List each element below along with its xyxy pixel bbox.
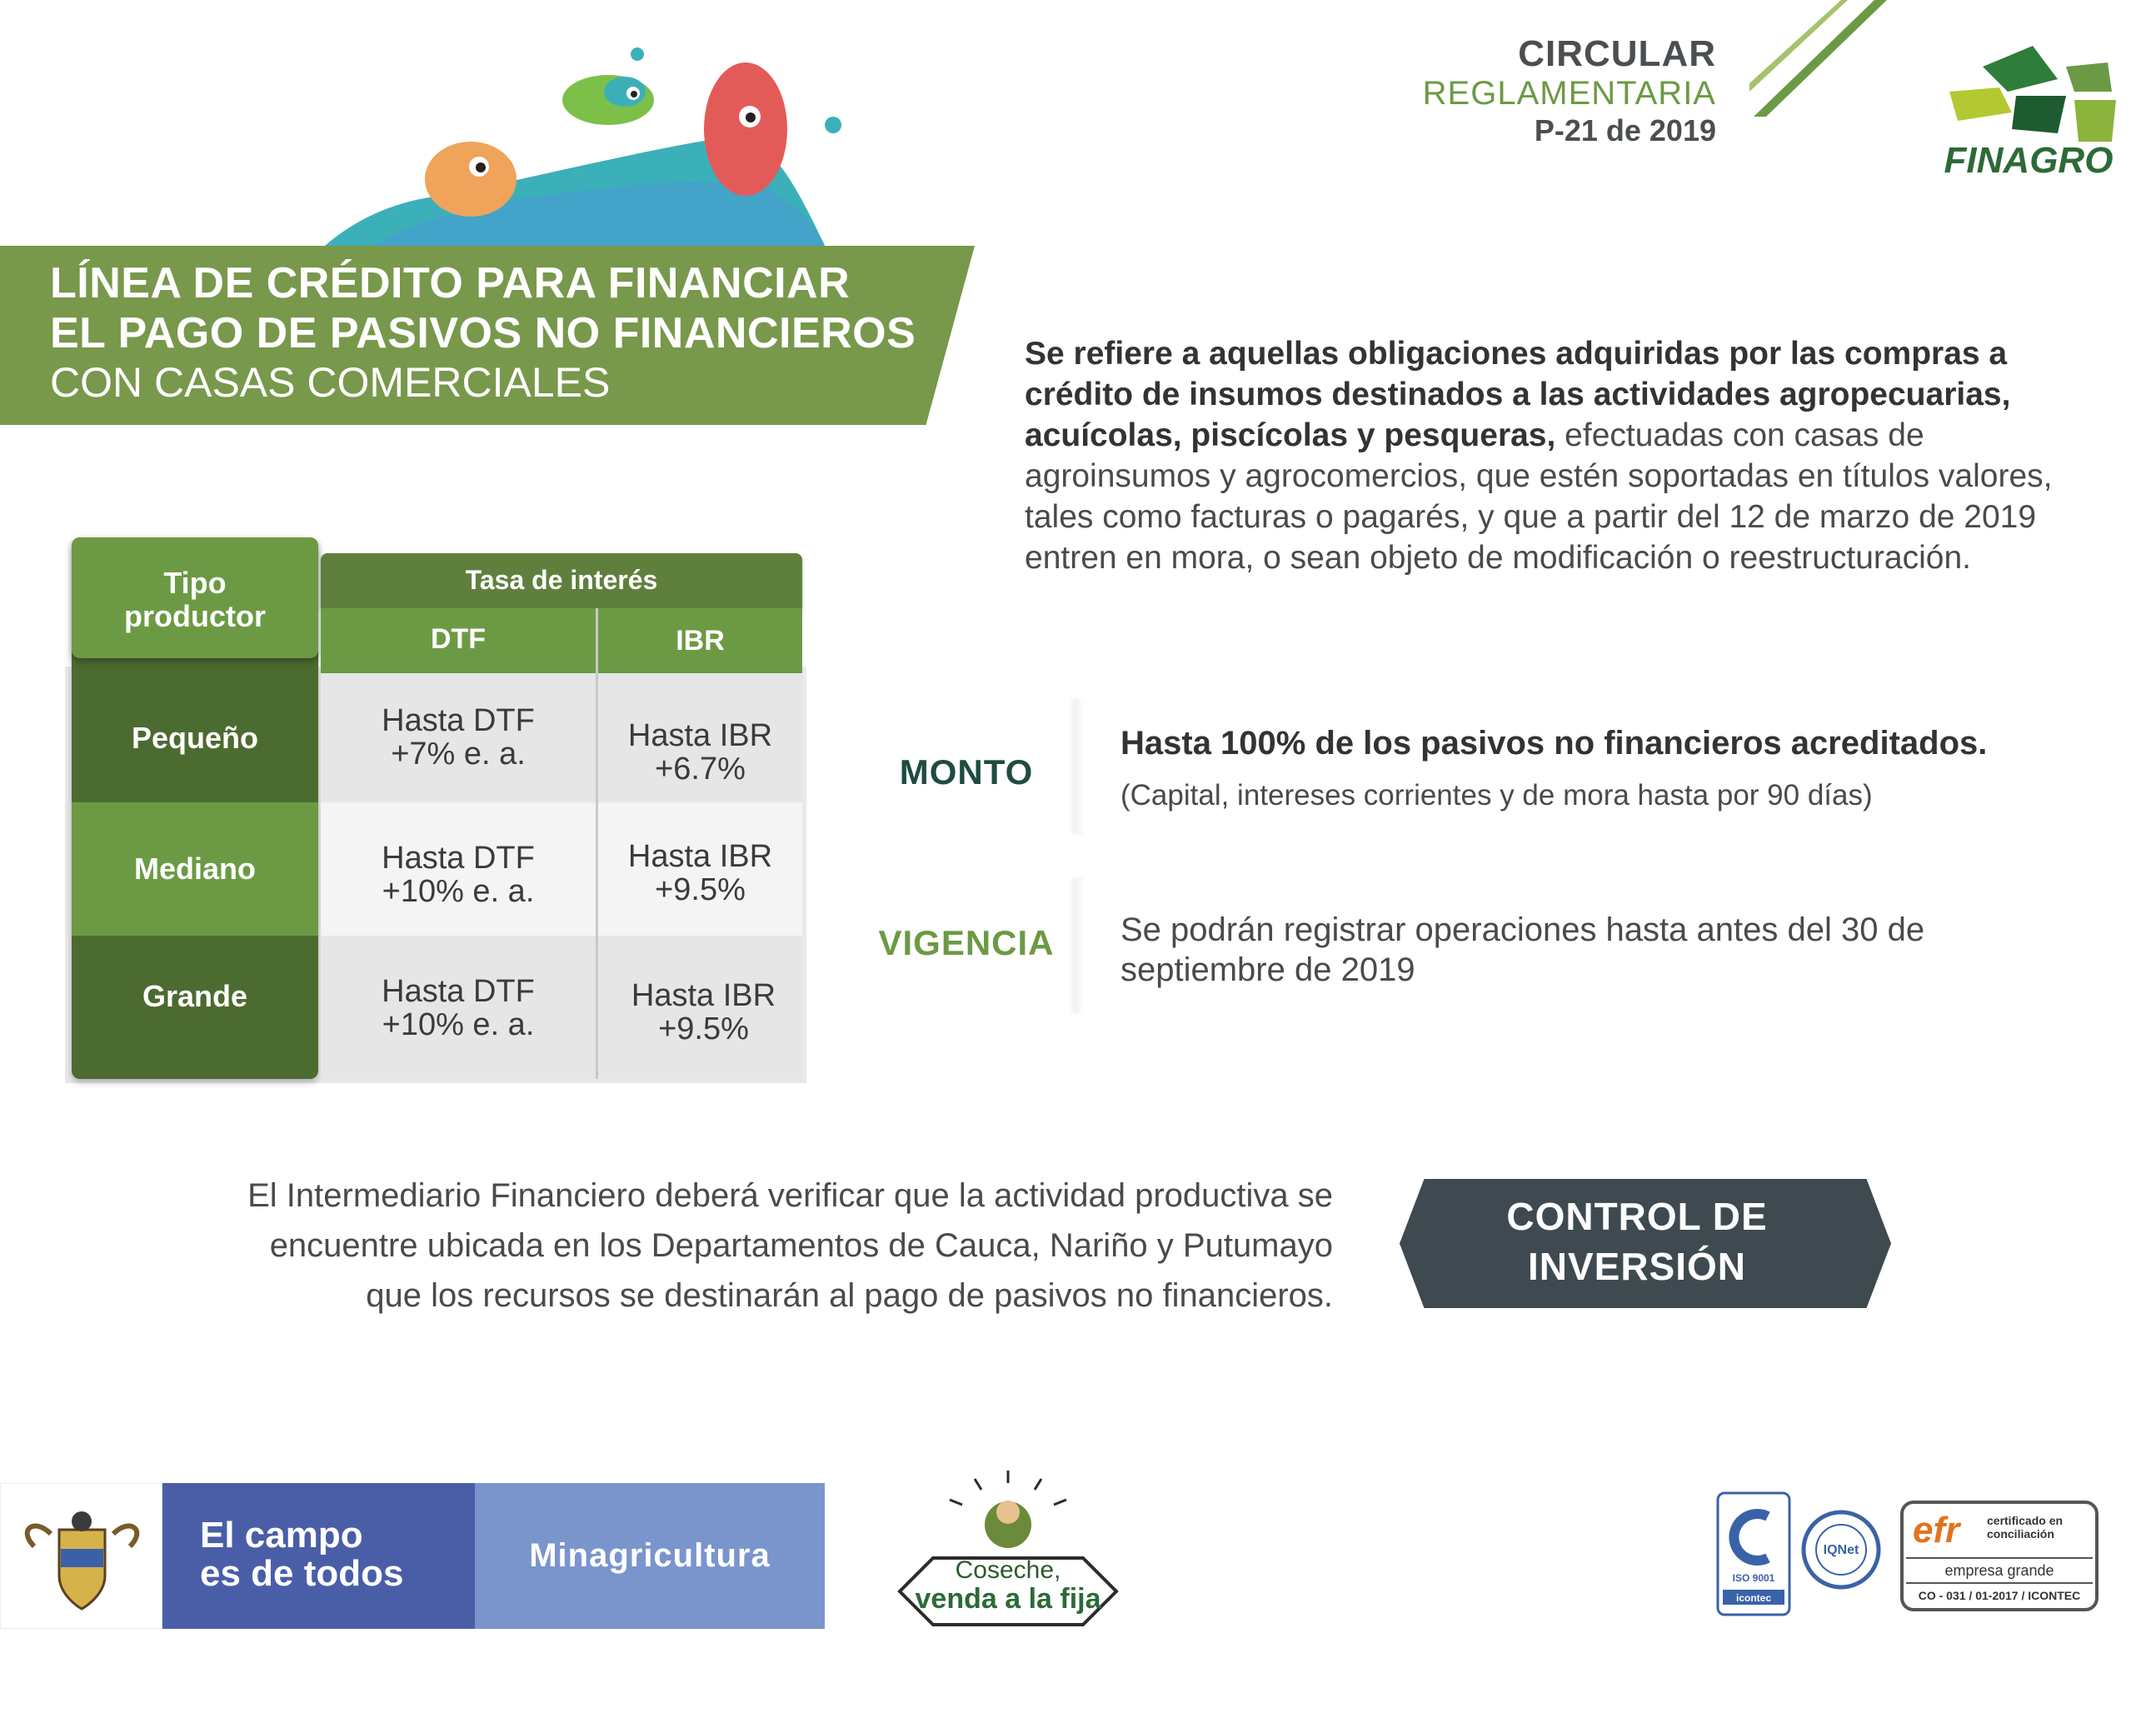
iqnet-label: IQNet: [1823, 1543, 1859, 1557]
efr-empresa: empresa grande: [1944, 1562, 2054, 1579]
colombia-shield-icon: [1, 1484, 163, 1630]
control-paragraph-line-3: que los recursos se destinarán al pago de pasivos no financieros.: [366, 1277, 1333, 1314]
control-label-line-1: CONTROL DE: [1506, 1195, 1768, 1238]
circular-number: P-21 de 2019: [1534, 113, 1716, 147]
finagro-brand: FINAGRO: [1944, 140, 2114, 181]
icontec-iso-icon: [1716, 1491, 1791, 1616]
cell-ibr-pequeno-line-1: Hasta IBR: [627, 718, 773, 753]
tipo-productor-label: Tipo productor: [124, 566, 266, 633]
vigencia-label: VIGENCIA: [878, 923, 1055, 962]
icontec-label: icontec: [1735, 1592, 1772, 1604]
tipo-productor-header: [72, 567, 318, 633]
description-bold: Se refiere a aquellas obligaciones adquiridas por las compras a crédito de insumos destinados a las actividades agropecuarias, acuícolas, piscícolas y pesqueras,: [1025, 336, 2011, 453]
row-label-pequeno: Pequeño: [131, 720, 258, 755]
vigencia-text: Se podrán registrar operaciones hasta antes del 30 de septiembre de 2019: [1120, 911, 1925, 988]
cell-ibr-mediano-line-2: +9.5%: [655, 872, 746, 907]
description-paragraph: [1025, 333, 2108, 578]
control-inversion-label: [1400, 1191, 1874, 1291]
cell-dtf-grande-line-2: +10% e. a.: [382, 1007, 535, 1042]
colombia-shield-block: [0, 1483, 162, 1629]
efr-certificado: [1987, 1514, 2063, 1541]
control-label-line-2: INVERSIÓN: [1527, 1245, 1747, 1288]
circular-title: CIRCULAR: [1518, 33, 1716, 74]
campo-slogan-line-2: es de todos: [200, 1553, 404, 1594]
control-paragraph-line-2: encuentre ubicada en los Departamentos de Cauca, Nariño y Putumayo: [269, 1227, 1333, 1264]
tasa-interes-header: Tasa de interés: [465, 565, 658, 595]
ibr-column-header: IBR: [676, 625, 725, 657]
dtf-column-header: DTF: [430, 623, 487, 655]
monto-divider: [1075, 700, 1085, 833]
circular-subtitle: REGLAMENTARIA: [1422, 75, 1716, 112]
cell-ibr-grande: [601, 979, 806, 1046]
cell-dtf-pequeno-line-2: +7% e. a.: [391, 737, 526, 772]
campo-slogan: [200, 1516, 404, 1593]
campo-slogan-line-1: El campo: [200, 1515, 363, 1556]
row-label-mediano: Mediano: [133, 852, 256, 886]
fish-illustration-icon: [325, 33, 841, 250]
page-title-line-2: EL PAGO DE PASIVOS NO FINANCIEROS: [50, 309, 916, 357]
cosecha-line-1: Coseche,: [955, 1556, 1061, 1584]
control-paragraph: [125, 1171, 1333, 1321]
monto-main: Hasta 100% de los pasivos no financieros acreditados.: [1120, 725, 1988, 762]
cell-ibr-pequeno-line-2: +6.7%: [655, 752, 746, 787]
control-paragraph-line-1: El Intermediario Financiero deberá verificar que la actividad productiva se: [247, 1177, 1333, 1214]
cell-ibr-mediano-line-1: Hasta IBR: [627, 839, 773, 874]
page-subtitle: CON CASAS COMERCIALES: [50, 359, 611, 406]
iso-label: ISO 9001: [1732, 1572, 1775, 1584]
description-normal: efectuadas con casas de agroinsumos y agrocomercios, que estén soportadas en títulos valores, tales como facturas o pagarés, y que a partir del 12 de marzo de 2019 entren en mora, o sean objeto de modificación o reestructuración.: [1025, 417, 2053, 576]
row-label-grande: Grande: [142, 978, 248, 1013]
decorative-slash-icon: [1749, 0, 1891, 117]
cell-ibr-pequeno: [598, 719, 802, 786]
page-title-line-1: LÍNEA DE CRÉDITO PARA FINANCIAR: [50, 259, 851, 307]
cell-ibr-mediano: [598, 840, 802, 906]
efr-cert-line-1: certificado en: [1987, 1514, 2064, 1527]
cosecha-line-2: venda a la fija: [915, 1583, 1101, 1615]
cell-dtf-mediano-line-2: +10% e. a.: [382, 874, 535, 909]
finagro-logo-icon: [1941, 42, 2124, 142]
cell-ibr-grande-line-2: +9.5%: [658, 1011, 749, 1046]
vigencia-divider: [1075, 879, 1085, 1012]
cell-dtf-mediano-line-1: Hasta DTF: [382, 841, 535, 876]
cell-dtf-grande: [321, 975, 596, 1041]
iqnet-seal-icon: [1799, 1508, 1883, 1591]
ministerio-label: Minagricultura: [529, 1537, 771, 1574]
cell-dtf-grande-line-1: Hasta DTF: [382, 974, 535, 1009]
efr-cert-line-2: conciliación: [1987, 1527, 2054, 1541]
monto-sub: (Capital, intereses corrientes y de mora hasta por 90 días): [1120, 779, 1873, 812]
monto-label: MONTO: [899, 752, 1034, 792]
cell-dtf-mediano: [321, 842, 596, 908]
cell-dtf-pequeno-line-1: Hasta DTF: [382, 703, 535, 738]
cell-ibr-grande-line-1: Hasta IBR: [631, 978, 776, 1013]
cell-dtf-pequeno: [321, 704, 596, 771]
efr-code: CO - 031 / 01-2017 / ICONTEC: [1918, 1589, 2081, 1602]
efr-logo: efr: [1913, 1510, 1960, 1551]
